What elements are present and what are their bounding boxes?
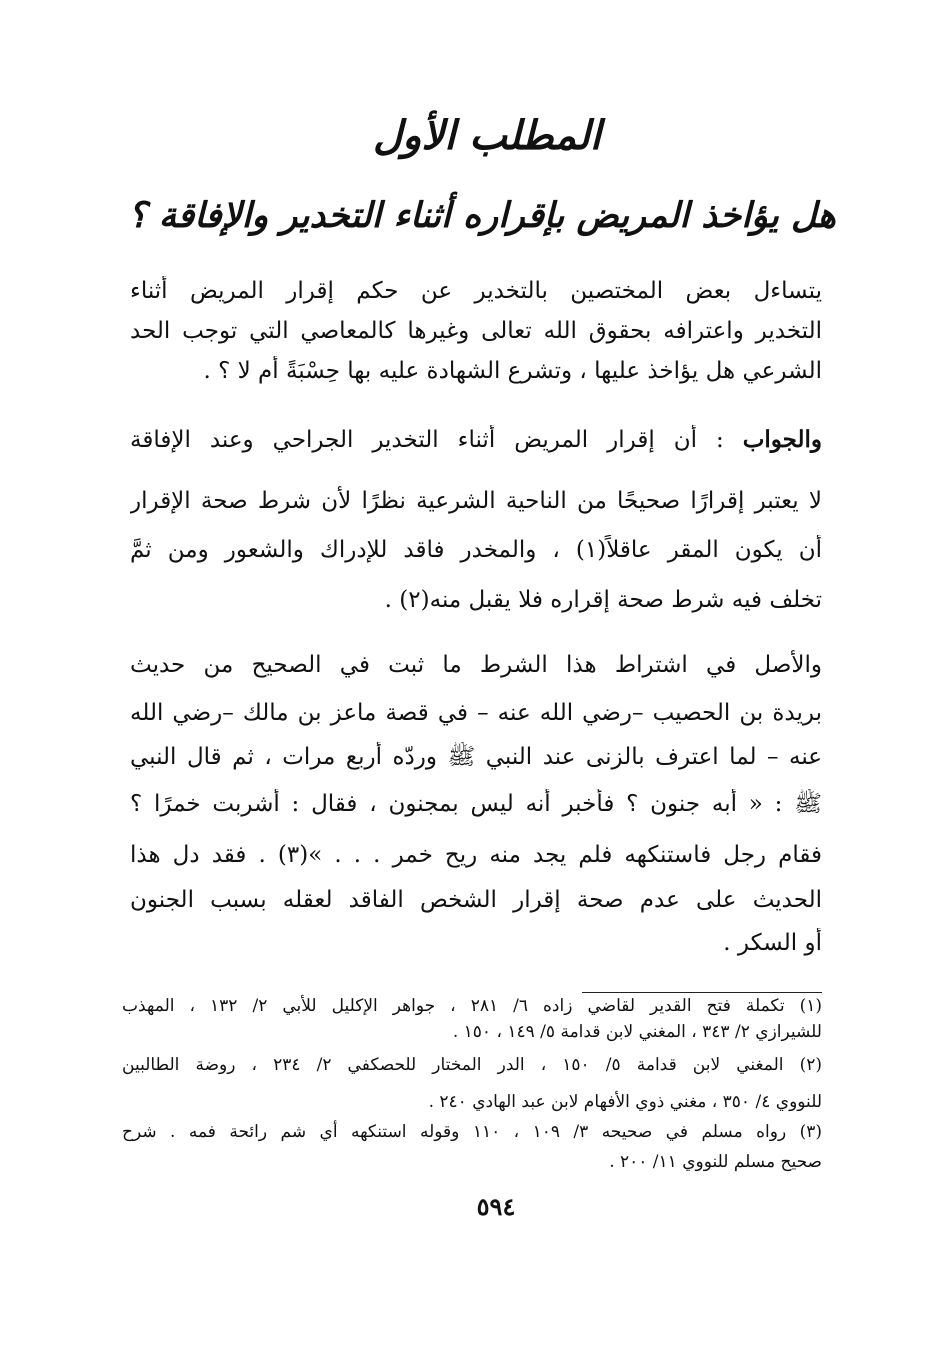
question-title: هل يؤاخذ المريض بإقراره أثناء التخدير والإفاقة ؟ (128, 195, 836, 236)
paragraph-3-line: الحديث على عدم صحة إقرار الشخص الفاقد لعقله بسبب الجنون (130, 887, 822, 913)
paragraph-3-line: بريدة بن الحصيب –رضي الله عنه – في قصة ماعز بن مالك –رضي الله (130, 700, 822, 726)
footnote-3-line: صحيح مسلم للنووي ١١/ ٢٠٠ . (609, 1152, 822, 1172)
answer-first-line (130, 425, 822, 459)
footnote-1-line: (١) تكملة فتح القدير لقاضي زاده ٦/ ٢٨١ ، جواهر الإكليل للأبي ٢/ ١٣٢ ، المهذب (122, 996, 822, 1016)
answer-line: تخلف فيه شرط صحة إقراره فلا يقبل منه(٢) . (384, 587, 822, 613)
footnote-2-line: للنووي ٤/ ٣٥٠ ، مغني ذوي الأفهام لابن عبد الهادي ٢٤٠ . (428, 1092, 822, 1112)
paragraph-3-line: عنه – لما اعترف بالزنى عند النبي ﷺ وردّه أربع مرات ، ثم قال النبي (130, 744, 822, 770)
page-number: ٥٩٤ (476, 1192, 516, 1221)
footnote-3-line: (٣) رواه مسلم في صحيحه ٣/ ١٠٩ ، ١١٠ وقوله استنكهه أي شم رائحة فمه . شرح (122, 1122, 822, 1142)
answer-first-line-text: : أن إقرار المريض أثناء التخدير الجراحي وعند الإفاقة (130, 427, 743, 453)
paragraph-3-line: فقام رجل فاستنكهه فلم يجد منه ريح خمر . . . »(٣) . فقد دل هذا (130, 842, 822, 868)
paragraph-3-line: والأصل في اشتراط هذا الشرط ما ثبت في الصحيح من حديث (130, 652, 822, 678)
answer-line: أن يكون المقر عاقلاً(١) ، والمخدر فاقد للإدراك والشعور ومن ثمَّ (130, 537, 822, 563)
paragraph-1-line: يتساءل بعض المختصين بالتخدير عن حكم إقرار المريض أثناء (130, 278, 822, 304)
answer-lead: والجواب (742, 426, 822, 453)
paragraph-1-line: التخدير واعترافه بحقوق الله تعالى وغيرها كالمعاصي التي توجب الحد (130, 318, 822, 344)
paragraph-3-line: أو السكر . (723, 930, 822, 956)
footnote-1-line: للشيرازي ٢/ ٣٤٣ ، المغني لابن قدامة ٥/ ١٤٩ ، ١٥٠ . (452, 1022, 822, 1042)
answer-line: لا يعتبر إقرارًا صحيحًا من الناحية الشرعية نظرًا لأن شرط صحة الإقرار (130, 488, 822, 514)
paragraph-3-line: ﷺ : « أبه جنون ؟ فأخبر أنه ليس بمجنون ، فقال : أشربت خمرًا ؟ (130, 791, 822, 817)
chapter-title: المطلب الأول (373, 112, 601, 159)
footnote-separator (582, 992, 822, 993)
paragraph-1-line: الشرعي هل يؤاخذ عليها ، وتشرع الشهادة عليه بها حِسْبَةً أم لا ؟ . (203, 358, 822, 384)
footnote-2-line: (٢) المغني لابن قدامة ٥/ ١٥٠ ، الدر المختار للحصكفي ٢/ ٢٣٤ ، روضة الطالبين (122, 1055, 822, 1075)
